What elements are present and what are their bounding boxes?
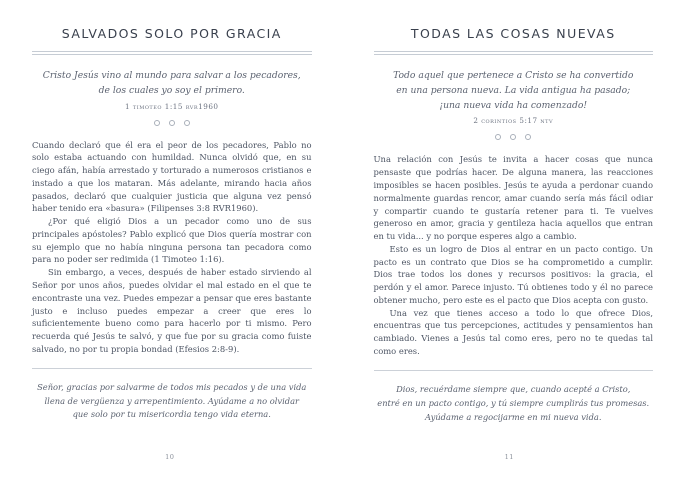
epigraph-line: Cristo Jesús vino al mundo para salvar a los pecadores, bbox=[42, 69, 301, 81]
body-paragraph: Sin embargo, a veces, después de haber estado sirviendo al Señor por unos años, puedes olvidar el mal estado en el que te encontraste una vez. Puedes empezar a pensar que eres bastante justo e incluso puedes empezar a creer que eres lo suficientemente bueno como para hacerlo por ti mismo. Pero recuerda qué Jesús te salvó, y que fue por su gracia como fuiste salvado, no por tu propia bondad (Efesios 2:8-9). bbox=[32, 267, 312, 354]
epigraph-line: ¡una nueva vida ha comenzado! bbox=[439, 99, 588, 111]
page-title: TODAS LAS COSAS NUEVAS bbox=[410, 26, 616, 41]
prayer-divider bbox=[32, 368, 312, 369]
epigraph-scripture bbox=[374, 69, 654, 114]
ring-icon bbox=[154, 120, 160, 126]
page-title: SALVADOS SOLO POR GRACIA bbox=[61, 26, 282, 41]
body-paragraph: Cuando declaró que él era el peor de los pecadores, Pablo no solo estaba actuando con humildad. Nunca olvidó que, en su ciego afán, había arrestado y torturado a numerosos cristianos e instado a que los mataran. Más adelante, mirando hacia años pasados, declaró que cualquier justicia que alguna vez pensó haber tenido era «basura» (Filipenses 3:8 RVR1960). bbox=[32, 139, 312, 214]
ring-icon bbox=[495, 134, 501, 140]
prayer-text bbox=[32, 381, 312, 423]
body-paragraph: Esto es un logro de Dios al entrar en un pacto contigo. Un pacto es un contrato que Dios se ha comprometido a cumplir. Dios trae todos los dones y recursos positivos: la gracia, el perdón y el amor. Parece injusto. Tú obtienes todo y él no parece obtener mucho, pero este es el pacto que Dios acepta con gusto. bbox=[373, 243, 653, 305]
ring-icon bbox=[510, 134, 516, 140]
epigraph-reference: 2 corintios 5:17 ntv bbox=[473, 116, 554, 126]
epigraph-line: de los cuales yo soy el primero. bbox=[98, 84, 245, 96]
page-number: 11 bbox=[504, 453, 514, 461]
three-rings-ornament bbox=[495, 134, 531, 140]
ring-icon bbox=[525, 134, 531, 140]
spacer bbox=[374, 425, 654, 469]
ring-icon bbox=[169, 120, 175, 126]
prayer-line: Señor, gracias por salvarme de todos mis pecados y de una vida bbox=[37, 381, 307, 392]
body-paragraph: Una relación con Jesús te invita a hacer cosas que nunca pensaste que podrías hacer. De alguna manera, las reacciones imposibles se hacen posibles. Jesús te ayuda a perdonar cuando normalmente guardas rencor, amar cuando sería más fácil odiar y compartir cuando te gustaría retener para ti. Te vuelves generoso en amor, gracia y gentileza hacia aquellos que entran en tu vida... y no porque esperes algo a cambio. bbox=[373, 154, 653, 242]
prayer-line: Ayúdame a regocijarme en mi nueva vida. bbox=[425, 411, 602, 422]
epigraph-reference: 1 timoteo 1:15 rvr1960 bbox=[125, 101, 219, 111]
prayer-line: entré en un pacto contigo, y tú siempre cumplirás tus promesas. bbox=[377, 397, 650, 408]
page-right bbox=[340, 0, 679, 479]
title-divider bbox=[374, 51, 654, 55]
prayer-line: llena de vergüenza y arrepentimiento. Ayúdame a no olvidar bbox=[44, 395, 299, 406]
epigraph-scripture bbox=[32, 69, 312, 99]
epigraph-line: Todo aquel que pertenece a Cristo se ha convertido bbox=[393, 69, 634, 81]
ring-icon bbox=[184, 120, 190, 126]
epigraph-line: en una persona nueva. La vida antigua ha pasado; bbox=[396, 84, 631, 96]
three-rings-ornament bbox=[154, 120, 190, 126]
body-text bbox=[374, 153, 654, 357]
prayer-line: que solo por tu misericordia tengo vida eterna. bbox=[72, 409, 271, 420]
spacer bbox=[32, 422, 312, 469]
prayer-line: Dios, recuérdame siempre que, cuando acepté a Cristo, bbox=[396, 383, 631, 394]
body-paragraph: Una vez que tienes acceso a todo lo que ofrece Dios, encuentras que tus percepciones, actitudes y pensamientos han cambiado. Vienes a Jesús tal como eres, pero no te quedas tal como eres. bbox=[373, 307, 653, 356]
prayer-divider bbox=[374, 370, 654, 371]
page-number: 10 bbox=[165, 453, 175, 461]
title-divider bbox=[32, 51, 312, 55]
body-paragraph: ¿Por qué eligió Dios a un pecador como uno de sus principales apóstoles? Pablo explicó que Dios quería mostrar con su ejemplo que no había ninguna persona tan pecadora como para no poder ser redimida (1 Timoteo 1:16). bbox=[32, 216, 312, 265]
body-text bbox=[32, 139, 312, 356]
prayer-text bbox=[374, 383, 654, 425]
